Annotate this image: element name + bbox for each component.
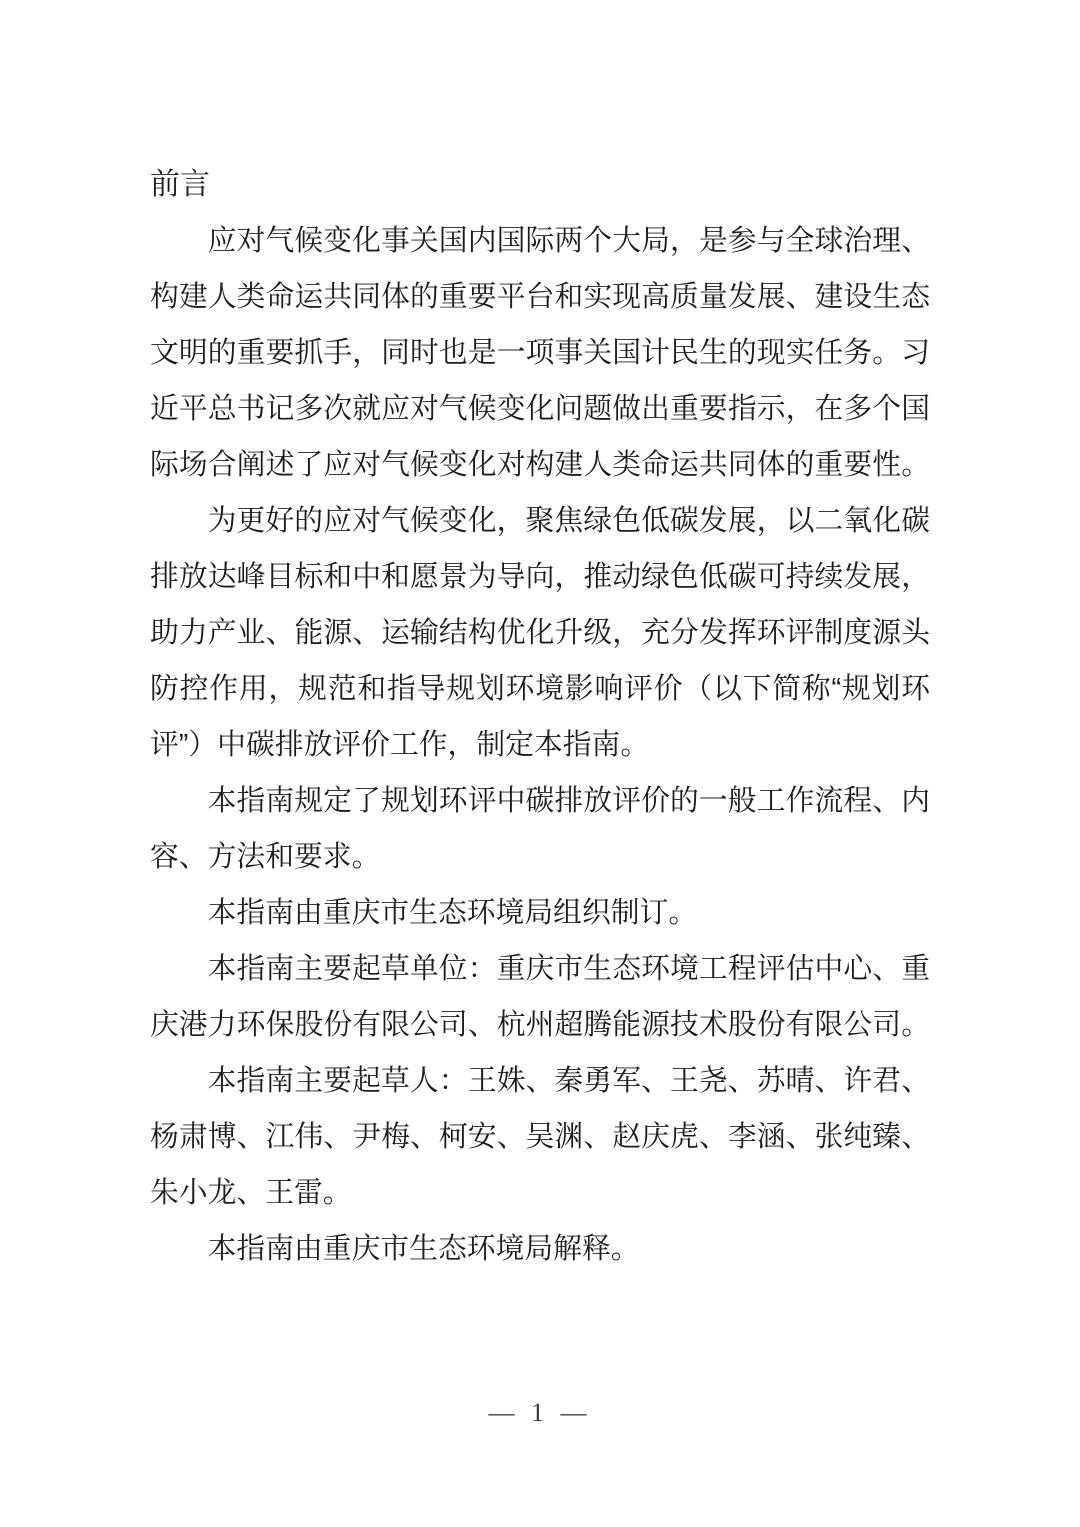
paragraph-line: 评”）中碳排放评价工作，制定本指南。 <box>150 729 650 761</box>
paragraph-line: 本指南由重庆市生态环境局解释。 <box>207 1233 640 1265</box>
paragraph-line: 本指南主要起草单位：重庆市生态环境工程评估中心、重 <box>207 953 930 985</box>
paragraph <box>150 1053 930 1221</box>
paragraph-line: 杨肃博、江伟、尹梅、柯安、吴渊、赵庆虎、李涵、张纯臻、 <box>150 1121 930 1153</box>
paragraph <box>150 773 930 885</box>
paragraph-line: 朱小龙、王雷。 <box>150 1177 352 1209</box>
paragraph-line: 应对气候变化事关国内国际两个大局，是参与全球治理、 <box>207 225 930 257</box>
paragraph <box>150 213 930 493</box>
preface-heading: 前言 <box>150 168 210 201</box>
paragraph <box>150 493 930 773</box>
paragraph-line: 近平总书记多次就应对气候变化问题做出重要指示，在多个国 <box>150 393 930 425</box>
paragraph-line: 为更好的应对气候变化，聚焦绿色低碳发展，以二氧化碳 <box>207 505 930 537</box>
paragraph-line: 本指南规定了规划环评中碳排放评价的一般工作流程、内 <box>207 785 930 817</box>
paragraph-line: 本指南主要起草人：王姝、秦勇军、王尧、苏晴、许君、 <box>207 1065 930 1097</box>
paragraph-line: 防控作用，规范和指导规划环境影响评价（以下简称“规划环 <box>150 673 930 705</box>
page-footer <box>0 1398 1080 1428</box>
paragraph-line: 庆港力环保股份有限公司、杭州超腾能源技术股份有限公司。 <box>150 1009 930 1041</box>
paragraph-line: 本指南由重庆市生态环境局组织制订。 <box>207 897 698 929</box>
preface-body <box>150 213 930 1277</box>
paragraph-line: 容、方法和要求。 <box>150 841 381 873</box>
paragraph-line: 文明的重要抓手，同时也是一项事关国计民生的现实任务。习 <box>150 337 930 369</box>
preface-content <box>150 157 930 1277</box>
paragraph <box>150 941 930 1053</box>
paragraph-line: 助力产业、能源、运输结构优化升级，充分发挥环评制度源头 <box>150 617 930 649</box>
paragraph-line: 排放达峰目标和中和愿景为导向，推动绿色低碳可持续发展， <box>150 561 930 593</box>
paragraph <box>150 885 930 941</box>
page-number: — 1 — <box>488 1398 592 1427</box>
paragraph <box>150 1221 930 1277</box>
paragraph-line: 际场合阐述了应对气候变化对构建人类命运共同体的重要性。 <box>150 449 930 481</box>
paragraph-line: 构建人类命运共同体的重要平台和实现高质量发展、建设生态 <box>150 281 930 313</box>
